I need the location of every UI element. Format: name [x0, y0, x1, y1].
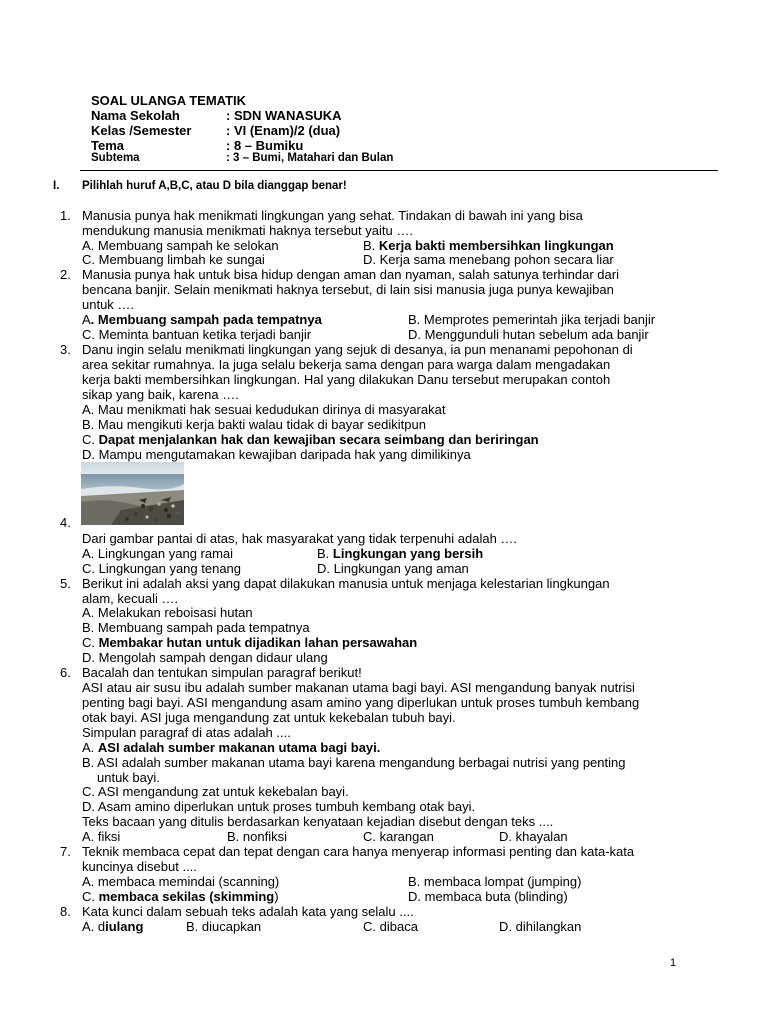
question-text: alam, kecuali ….: [82, 591, 179, 606]
option-c: C. Membakar hutan untuk dijadikan lahan persawahan: [82, 635, 418, 650]
school-value: : SDN WANASUKA: [226, 108, 342, 123]
option-d: D. Menggunduli hutan sebelum ada banjir: [408, 327, 649, 342]
option-d: D. membaca buta (blinding): [408, 889, 568, 904]
question-text: Bacalah dan tentukan simpulan paragraf berikut!: [82, 665, 362, 680]
question-text: area sekitar rumahnya. Ia juga selalu bekerja sama dengan para warga dalam mengadakan: [82, 357, 611, 372]
option-b: B. Lingkungan yang bersih: [317, 546, 484, 561]
option-d: D. dihilangkan: [499, 919, 582, 934]
option-b: B. diucapkan: [186, 919, 262, 934]
option-c: C. Meminta bantuan ketika terjadi banjir: [82, 327, 312, 342]
option-c: C. Lingkungan yang tenang: [82, 561, 242, 576]
theme-label: Tema: [91, 138, 124, 153]
option-b-cont: untuk bayi.: [97, 770, 160, 785]
answer-key: Dapat menjalankan hak dan kewajiban secara seimbang dan beriringan: [98, 432, 539, 447]
polluted-beach-photo: [81, 462, 184, 525]
question-number: 7.: [60, 844, 71, 859]
option-b: B. Memprotes pemerintah jika terjadi banjir: [408, 312, 656, 327]
option-a: A. Membuang sampah pada tempatnya: [82, 312, 322, 327]
answer-key: ASI adalah sumber makanan utama bagi bayi.: [97, 740, 381, 755]
question-text: bencana banjir. Selain menikmati haknya tersebut, di lain sisi manusia juga punya kewajiban: [82, 282, 614, 297]
section-instruction: Pilihlah huruf A,B,C, atau D bila dianggap benar!: [82, 180, 347, 192]
option-b: B. Mau mengikuti kerja bakti walau tidak di bayar sedikitpun: [82, 417, 426, 432]
question-text: sikap yang baik, karena ….: [82, 387, 239, 402]
option-b: B. membaca lompat (jumping): [408, 874, 582, 889]
class-value: : VI (Enam)/2 (dua): [226, 123, 341, 138]
question-text: Manusia punya hak untuk bisa hidup dengan aman dan nyaman, salah satunya terhindar dari: [82, 267, 619, 282]
question-text: Teks bacaan yang ditulis berdasarkan kenyataan kejadian disebut dengan teks ....: [82, 814, 554, 829]
option-a: A. Mau menikmati hak sesuai kedudukan dirinya di masyarakat: [82, 402, 446, 417]
header-divider: [80, 170, 718, 171]
page-number: 1: [670, 957, 677, 969]
option-d: D. Mengolah sampah dengan didaur ulang: [82, 650, 328, 665]
answer-key: iulang: [105, 919, 144, 934]
option-a: A. Melakukan reboisasi hutan: [82, 605, 253, 620]
question-text: penting bagi bayi. ASI mengandung asam amino yang diperlukan untuk proses tumbuh kembang: [82, 695, 640, 710]
question-number: 8.: [60, 904, 71, 919]
question-text: kerja bakti membersihkan lingkungan. Hal yang dilakukan Danu tersebut merupakan contoh: [82, 372, 611, 387]
question-text: otak bayi. ASI juga mengandung zat untuk kekebalan tubuh bayi.: [82, 710, 456, 725]
answer-key: Lingkungan yang bersih: [332, 546, 484, 561]
question-text: kuncinya disebut ....: [82, 859, 197, 874]
option-b: B. Kerja bakti membersihkan lingkungan: [363, 238, 614, 253]
option-b: B. nonfiksi: [227, 829, 287, 844]
option-c: C. karangan: [363, 829, 434, 844]
subtheme-value: : 3 – Bumi, Matahari dan Bulan: [226, 152, 394, 164]
question-text: Kata kunci dalam sebuah teks adalah kata yang selalu ....: [82, 904, 414, 919]
option-b: B. ASI adalah sumber makanan utama bayi karena mengandung berbagai nutrisi yang penting: [82, 755, 626, 770]
question-number: 3.: [60, 342, 71, 357]
question-text: Danu ingin selalu menikmati lingkungan yang sejuk di desanya, ia pun menanami pepohonan di: [82, 342, 633, 357]
option-a: A. Membuang sampah ke selokan: [82, 238, 279, 253]
option-d: D. khayalan: [499, 829, 568, 844]
question-text: Manusia punya hak menikmati lingkungan yang sehat. Tindakan di bawah ini yang bisa: [82, 208, 583, 223]
question-text: untuk ….: [82, 297, 135, 312]
option-d: D. Lingkungan yang aman: [317, 561, 469, 576]
question-number: 2.: [60, 267, 71, 282]
option-a: A. fiksi: [82, 829, 121, 844]
option-c: C. Membuang limbah ke sungai: [82, 252, 265, 267]
option-c: C. Dapat menjalankan hak dan kewajiban secara seimbang dan beriringan: [82, 432, 539, 447]
option-d: D. Kerja sama menebang pohon secara liar: [363, 252, 614, 267]
option-c: C. membaca sekilas (skimming): [82, 889, 279, 904]
question-number: 6.: [60, 665, 71, 680]
option-c: C. dibaca: [363, 919, 418, 934]
theme-value: : 8 – Bumiku: [226, 138, 304, 153]
answer-key: . Membuang sampah pada tempatnya: [90, 312, 322, 327]
answer-key: membaca sekilas (skimming: [98, 889, 275, 904]
class-label: Kelas /Semester: [91, 123, 192, 138]
option-a: A. ASI adalah sumber makanan utama bagi bayi.: [82, 740, 381, 755]
subtheme-label: Subtema: [91, 152, 140, 164]
question-text: ASI atau air susu ibu adalah sumber makanan utama bagi bayi. ASI mengandung banyak nutrisi: [82, 680, 635, 695]
section-number: I.: [53, 180, 60, 192]
question-text: mendukung manusia menikmati haknya tersebut yaitu ….: [82, 223, 413, 238]
question-text: Simpulan paragraf di atas adalah ....: [82, 725, 291, 740]
option-d: D. Asam amino diperlukan untuk proses tumbuh kembang otak bayi.: [82, 799, 476, 814]
option-a: A. membaca memindai (scanning): [82, 874, 280, 889]
option-b: B. Membuang sampah pada tempatnya: [82, 620, 310, 635]
question-number: 1.: [60, 208, 71, 223]
option-d: D. Mampu mengutamakan kewajiban daripada hak yang dimilikinya: [82, 447, 471, 462]
option-a: A. diulang: [82, 919, 144, 934]
option-c: C. ASI mengandung zat untuk kekebalan bayi.: [82, 784, 349, 799]
question-number: 5.: [60, 576, 71, 591]
question-text: Dari gambar pantai di atas, hak masyarakat yang tidak terpenuhi adalah ….: [82, 531, 518, 546]
question-text: Teknik membaca cepat dan tepat dengan cara hanya menyerap informasi penting dan kata-kata: [82, 844, 635, 859]
question-text: Berikut ini adalah aksi yang dapat dilakukan manusia untuk menjaga kelestarian lingkungan: [82, 576, 610, 591]
school-label: Nama Sekolah: [91, 108, 180, 123]
option-a: A. Lingkungan yang ramai: [82, 546, 234, 561]
answer-key: Membakar hutan untuk dijadikan lahan persawahan: [98, 635, 418, 650]
answer-key: Kerja bakti membersihkan lingkungan: [378, 238, 614, 253]
page-title: SOAL ULANGA TEMATIK: [91, 93, 247, 108]
question-number: 4.: [60, 515, 71, 530]
